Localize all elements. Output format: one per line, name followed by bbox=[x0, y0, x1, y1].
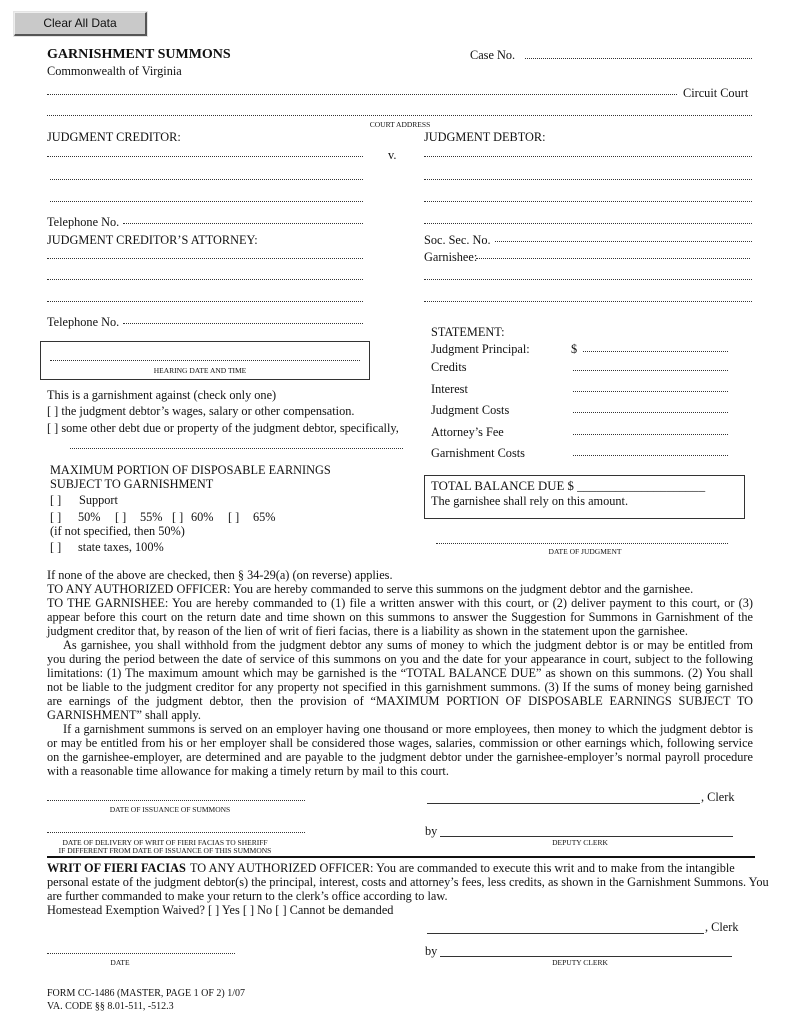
form-title: GARNISHMENT SUMMONS bbox=[47, 47, 231, 62]
creditor-telephone-field[interactable] bbox=[123, 223, 363, 224]
writ-line-3: are further commanded to make your return to the clerk’s office according to law. bbox=[47, 889, 448, 903]
judgment-debtor-label: JUDGMENT DEBTOR: bbox=[424, 130, 546, 144]
debtor-address-field-3[interactable] bbox=[424, 223, 752, 224]
attorney-telephone-label: Telephone No. bbox=[47, 315, 120, 329]
body-line: appear before this court on the return date and time shown on this summons to answer the Suggestion for Summons in Garnishment of the bbox=[47, 610, 753, 624]
body-line: you during the period between the date of service of this summons on you and the date for your appearance in court, subject to the following bbox=[47, 652, 753, 666]
dollar-sign: $ bbox=[571, 342, 578, 356]
hearing-date-field[interactable] bbox=[50, 360, 360, 361]
garnishee-label: Garnishee: bbox=[424, 250, 478, 264]
attorney-telephone-field[interactable] bbox=[123, 323, 363, 324]
stmt-label-credits: Credits bbox=[431, 360, 467, 374]
stmt-label-principal: Judgment Principal: bbox=[431, 342, 530, 356]
total-balance-due[interactable]: TOTAL BALANCE DUE $ ____________________ bbox=[431, 479, 706, 493]
date-of-judgment-field[interactable] bbox=[436, 543, 728, 544]
body-line: are earnings of the judgment debtor, then the provision of “MAXIMUM PORTION OF DISPOSABLE EARNINGS SUBJECT TO bbox=[47, 694, 753, 708]
stmt-label-judgment-costs: Judgment Costs bbox=[431, 403, 510, 417]
stmt-label-interest: Interest bbox=[431, 382, 468, 396]
debtor-address-field-2[interactable] bbox=[424, 201, 752, 202]
writ-deputy-clerk-label: DEPUTY CLERK bbox=[552, 958, 608, 967]
date-delivery-label-2: IF DIFFERENT FROM DATE OF ISSUANCE OF THIS SUMMONS bbox=[58, 846, 272, 855]
creditor-telephone-label: Telephone No. bbox=[47, 215, 120, 229]
date-delivery-label-1: DATE OF DELIVERY OF WRIT OF FIERI FACIAS TO SHERIFF bbox=[62, 838, 268, 847]
circuit-court-label: Circuit Court bbox=[683, 86, 749, 100]
writ-clerk-label: , Clerk bbox=[705, 920, 739, 934]
stmt-label-garnishment-costs: Garnishment Costs bbox=[431, 446, 525, 460]
form-number: FORM CC-1486 (MASTER, PAGE 1 OF 2) 1/07 bbox=[47, 988, 245, 999]
writ-date-label: DATE bbox=[110, 958, 130, 967]
deputy-clerk-signature-field[interactable] bbox=[440, 836, 733, 837]
body-line: TO ANY AUTHORIZED OFFICER: You are hereby commanded to serve this summons on the judgment debtor and the garnishee. bbox=[47, 582, 694, 596]
body-line: TO THE GARNISHEE: You are hereby commanded to (1) file a written answer with this court, or (2) deliver payment to this court, or (3) bbox=[47, 596, 753, 610]
pct-65-label: 65% bbox=[253, 510, 276, 524]
judgment-creditor-label: JUDGMENT CREDITOR: bbox=[47, 130, 181, 144]
court-address-field[interactable] bbox=[47, 115, 752, 116]
pct-60-label: 60% bbox=[191, 510, 214, 524]
clear-all-data-button[interactable]: Clear All Data bbox=[14, 12, 147, 36]
pct-55-label: 55% bbox=[140, 510, 163, 524]
other-property-field[interactable] bbox=[70, 448, 403, 449]
creditor-address-field-2[interactable] bbox=[50, 201, 363, 202]
attorney-address-field-1[interactable] bbox=[47, 279, 363, 280]
stmt-label-attorney-fee: Attorney’s Fee bbox=[431, 425, 504, 439]
max-portion-title-2: SUBJECT TO GARNISHMENT bbox=[50, 477, 214, 491]
checkbox-50[interactable]: [ ] bbox=[50, 510, 62, 524]
checkbox-support[interactable]: [ ] bbox=[50, 493, 62, 507]
date-of-judgment-label: DATE OF JUDGMENT bbox=[548, 547, 622, 556]
body-line: on the garnishee-employer, are determined and are payable to the judgment debtor under the garnishee-employer’s normal payroll procedure bbox=[47, 750, 753, 764]
versus-label: v. bbox=[388, 148, 397, 162]
interest-field[interactable] bbox=[573, 391, 728, 392]
writ-deputy-clerk-signature-field[interactable] bbox=[440, 956, 732, 957]
writ-line-2: personal estate of the judgment debtor(s) the principal, interest, costs and attorney’s fees, less credits, as shown in the Garnishment Summons. You bbox=[47, 875, 769, 889]
circuit-court-field[interactable] bbox=[47, 94, 677, 95]
clerk-label: , Clerk bbox=[701, 790, 735, 804]
writ-date-field[interactable] bbox=[47, 953, 235, 954]
hearing-date-label: HEARING DATE AND TIME bbox=[153, 366, 247, 375]
form-subtitle: Commonwealth of Virginia bbox=[47, 64, 182, 78]
debtor-name-field[interactable] bbox=[424, 156, 752, 157]
creditor-address-field-1[interactable] bbox=[50, 179, 363, 180]
rely-note: The garnishee shall rely on this amount. bbox=[431, 494, 629, 508]
creditor-name-field[interactable] bbox=[47, 156, 363, 157]
garnishee-name-field[interactable] bbox=[476, 258, 750, 259]
checkbox-65[interactable]: [ ] bbox=[228, 510, 240, 524]
section-divider bbox=[47, 856, 755, 858]
writ-line-1: TO ANY AUTHORIZED OFFICER: You are commanded to execute this writ and to make from the intangible bbox=[190, 861, 735, 875]
garnishment-costs-field[interactable] bbox=[573, 455, 728, 456]
body-line: If none of the above are checked, then § 34-29(a) (on reverse) applies. bbox=[47, 568, 393, 582]
judgment-costs-field[interactable] bbox=[573, 412, 728, 413]
homestead-exemption-options[interactable]: Homestead Exemption Waived? [ ] Yes [ ] No [ ] Cannot be demanded bbox=[47, 903, 394, 917]
state-taxes-label: state taxes, 100% bbox=[78, 540, 164, 554]
debtor-address-field-1[interactable] bbox=[424, 179, 752, 180]
ssn-field[interactable] bbox=[495, 241, 752, 242]
ssn-label: Soc. Sec. No. bbox=[424, 233, 491, 247]
garnishee-address-field-2[interactable] bbox=[424, 301, 752, 302]
attorney-address-field-2[interactable] bbox=[47, 301, 363, 302]
body-line: GARNISHMENT” shall apply. bbox=[47, 708, 201, 722]
option-other-property[interactable]: [ ] some other debt due or property of the judgment debtor, specifically, bbox=[47, 421, 399, 435]
body-line: judgment creditor that, by reason of the lien of writ of fieri facias, there is a liability as shown in the statement upon the garnishee. bbox=[47, 624, 688, 638]
garnishment-type-intro: This is a garnishment against (check only one) bbox=[47, 388, 277, 402]
body-line: not be liable to the judgment creditor for any property not specified in this garnishment summons. (3) If the sums of money being garnished bbox=[47, 680, 753, 694]
deputy-clerk-label: DEPUTY CLERK bbox=[552, 838, 608, 847]
date-delivery-field[interactable] bbox=[47, 832, 305, 833]
body-line: As garnishee, you shall withhold from the judgment debtor any sums of money to which the judgment debtor is or may be entitled from bbox=[63, 638, 753, 652]
clerk-signature-field[interactable] bbox=[427, 803, 700, 804]
attorney-fee-field[interactable] bbox=[573, 434, 728, 435]
principal-field[interactable] bbox=[583, 351, 728, 352]
writ-title: WRIT OF FIERI FACIAS bbox=[47, 861, 186, 875]
option-wages[interactable]: [ ] the judgment debtor’s wages, salary or other compensation. bbox=[47, 404, 355, 418]
writ-clerk-signature-field[interactable] bbox=[427, 933, 704, 934]
garnishee-address-field-1[interactable] bbox=[424, 279, 752, 280]
date-issuance-label: DATE OF ISSUANCE OF SUMMONS bbox=[109, 805, 231, 814]
pct-50-label: 50% bbox=[78, 510, 101, 524]
attorney-label: JUDGMENT CREDITOR’S ATTORNEY: bbox=[47, 233, 258, 247]
date-issuance-field[interactable] bbox=[47, 800, 305, 801]
credits-field[interactable] bbox=[573, 370, 728, 371]
case-no-field[interactable] bbox=[525, 58, 752, 59]
by-label: by bbox=[425, 824, 438, 838]
body-line: with a reasonable time allowance for making a timely return by mail to this court. bbox=[47, 764, 449, 778]
checkbox-state-taxes[interactable]: [ ] bbox=[50, 540, 62, 554]
body-line: or may be entitled from his or her employer shall be considered those wages, salaries, commission or other earnings which, following service bbox=[47, 736, 753, 750]
statement-title: STATEMENT: bbox=[431, 325, 505, 339]
checkbox-55[interactable]: [ ] bbox=[115, 510, 127, 524]
default-note: (if not specified, then 50%) bbox=[50, 524, 185, 538]
body-line: limitations: (1) The maximum amount which may be garnished is the “TOTAL BALANCE DUE” as shown on this summons. (2) You shall bbox=[47, 666, 753, 680]
court-address-label: COURT ADDRESS bbox=[369, 120, 431, 129]
va-code: VA. CODE §§ 8.01-511, -512.3 bbox=[47, 1001, 174, 1012]
case-no-label: Case No. bbox=[470, 48, 516, 62]
checkbox-60[interactable]: [ ] bbox=[172, 510, 184, 524]
support-label: Support bbox=[79, 493, 118, 507]
attorney-name-field[interactable] bbox=[47, 258, 363, 259]
max-portion-title-1: MAXIMUM PORTION OF DISPOSABLE EARNINGS bbox=[50, 463, 331, 477]
body-line: If a garnishment summons is served on an employer having one thousand or more employees, then money to which the judgment debtor is bbox=[63, 722, 753, 736]
writ-by-label: by bbox=[425, 944, 438, 958]
